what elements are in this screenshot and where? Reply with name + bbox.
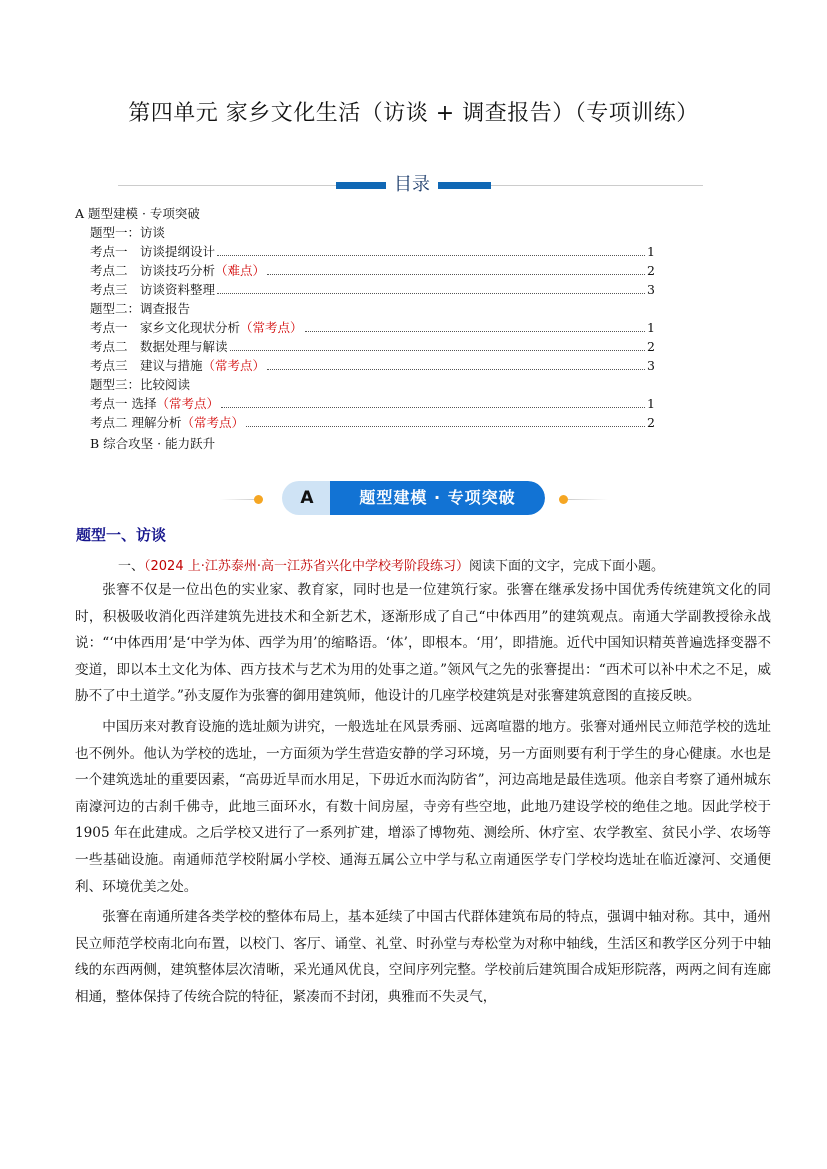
toc-tag: （常考点） <box>181 415 244 430</box>
toc-entry[interactable] <box>75 394 655 413</box>
toc-label: 考点一 家乡文化现状分析 <box>90 320 241 335</box>
toc-tag: （常考点） <box>156 396 219 411</box>
reading-passage <box>75 577 771 1015</box>
banner-dot-left <box>254 495 263 504</box>
toc-page-number: 2 <box>647 339 655 354</box>
toc-entry[interactable] <box>75 261 655 280</box>
question-header <box>118 555 664 574</box>
toc-leader-dots <box>217 255 645 256</box>
heading-bar-left <box>336 182 391 189</box>
heading-bar-right <box>436 182 491 189</box>
toc-entry[interactable] <box>75 356 655 375</box>
toc-leader-dots <box>267 274 645 275</box>
toc-label: 考点二 理解分析 <box>90 415 182 430</box>
toc-leader-dots <box>305 331 646 332</box>
toc-entry[interactable] <box>75 242 655 261</box>
toc-heading-label: 目录 <box>386 170 438 196</box>
question-number: 一、 <box>118 559 145 574</box>
toc-label: 考点二 数据处理与解读 <box>90 339 228 354</box>
question-source: （2024 上·江苏泰州·高一江苏省兴化中学校考阶段练习） <box>144 559 469 574</box>
toc-label: B 综合攻坚 · 能力跃升 <box>90 436 216 451</box>
document-title: 第四单元 家乡文化生活（访谈 + 调查报告）（专项训练） <box>128 101 699 126</box>
toc-page-number: 1 <box>647 320 655 335</box>
toc-entry[interactable] <box>75 413 655 432</box>
toc-entry[interactable] <box>75 318 655 337</box>
toc-label: 题型二：调查报告 <box>90 301 191 316</box>
toc-tag: （难点） <box>215 263 266 278</box>
toc-label: 考点一 选择 <box>90 396 157 411</box>
section-title: 题型一、访谈 <box>76 526 167 544</box>
banner-text: 题型建模 · 专项突破 <box>330 481 545 515</box>
paragraph: 张謇不仅是一位出色的实业家、教育家，同时也是一位建筑行家。张謇在继承发扬中国优秀传统建筑文化的同时，积极吸收消化西洋建筑先进技术和全新艺术，逐渐形成了自己“中体西用”的建筑观点。南通大学副教授徐永战说：“‘中体西用’是‘中学为体、西学为用’的缩略语。‘体’，即根本。‘用’，即措施。近代中国知识精英普遍选择变器不变道，即以本土文化为体、西方技术与艺术为用的处事之道。”领风气之先的张謇提出：“西术可以补中术之不足，威胁不了中土道学。”孙支厦作为张謇的御用建筑师，他设计的几座学校建筑是对张謇建筑意图的直接反映。 <box>75 582 771 705</box>
paragraph: 张謇在南通所建各类学校的整体布局上，基本延续了中国古代群体建筑布局的特点，强调中轴对称。其中，通州民立师范学校南北向布置，以校门、客厅、诵堂、礼堂、时孙堂与寿松堂为对称中轴线，生活区和教学区分列于中轴线的东西两侧，建筑整体层次清晰，采光通风优良，空间序列完整。学校前后建筑围合成矩形院落，两两之间有连廊相通，整体保持了传统合院的特征，紧凑而不封闭，典雅而不失灵气， <box>75 909 771 1005</box>
toc-page-number: 2 <box>647 415 655 430</box>
toc-tag: （常考点） <box>202 358 266 373</box>
toc-leader-dots <box>246 426 645 427</box>
section-banner <box>220 480 610 518</box>
table-of-contents <box>75 204 655 453</box>
toc-label: 考点一 访谈提纲设计 <box>90 244 216 259</box>
toc-page-number: 3 <box>647 358 655 373</box>
toc-leader-dots <box>221 407 645 408</box>
toc-tag: （常考点） <box>240 320 303 335</box>
banner-dot-right <box>559 495 568 504</box>
toc-label: 考点三 访谈资料整理 <box>90 282 216 297</box>
toc-section-b[interactable] <box>75 434 655 453</box>
toc-page-number: 2 <box>647 263 655 278</box>
toc-label: 考点三 建议与措施 <box>90 358 203 373</box>
toc-page-number: 1 <box>647 396 655 411</box>
toc-page-number: 1 <box>647 244 655 259</box>
paragraph: 中国历来对教育设施的选址颇为讲究，一般选址在风景秀丽、远离喧嚣的地方。张謇对通州民立师范学校的选址也不例外。他认为学校的选址，一方面须为学生营造安静的学习环境，另一方面则要有利于学生的身心健康。水也是一个建筑选址的重要因素，“高毋近旱而水用足，下毋近水而沟防省”，河边高地是最佳选项。他亲自考察了通州城东南濠河边的古刹千佛寺，此地三面环水，有数十间房屋，寺旁有些空地，此地乃建设学校的绝佳之地。因此学校于 1905 年在此建成。之后学校又进行了一系列扩建，增添了博物苑、测绘所、休疗室、农学教室、贫民小学、农场等一些基础设施。南通师范学校附属小学校、通海五属公立中学与私立南通医学专门学校均选址在临近濠河、交通便利、环境优美之处。 <box>75 718 771 895</box>
toc-group-heading[interactable] <box>75 375 655 394</box>
toc-leader-dots <box>267 369 645 370</box>
banner-pill <box>282 481 545 515</box>
toc-leader-dots <box>217 293 645 294</box>
banner-line-right <box>568 499 608 500</box>
banner-line-left <box>220 499 256 500</box>
toc-label: 考点二 访谈技巧分析 <box>90 263 216 278</box>
toc-section-a[interactable] <box>75 204 655 223</box>
toc-page-number: 3 <box>647 282 655 297</box>
toc-label: 题型三：比较阅读 <box>90 377 191 392</box>
toc-heading <box>118 170 703 200</box>
toc-group-heading[interactable] <box>75 223 655 242</box>
toc-entry[interactable] <box>75 280 655 299</box>
banner-letter: A <box>300 488 314 508</box>
toc-entry[interactable] <box>75 337 655 356</box>
toc-label: 题型一：访谈 <box>90 225 166 240</box>
toc-label: A 题型建模 · 专项突破 <box>75 206 200 221</box>
toc-leader-dots <box>230 350 646 351</box>
question-instruction: 阅读下面的文字，完成下面小题。 <box>469 559 665 574</box>
toc-group-heading[interactable] <box>75 299 655 318</box>
